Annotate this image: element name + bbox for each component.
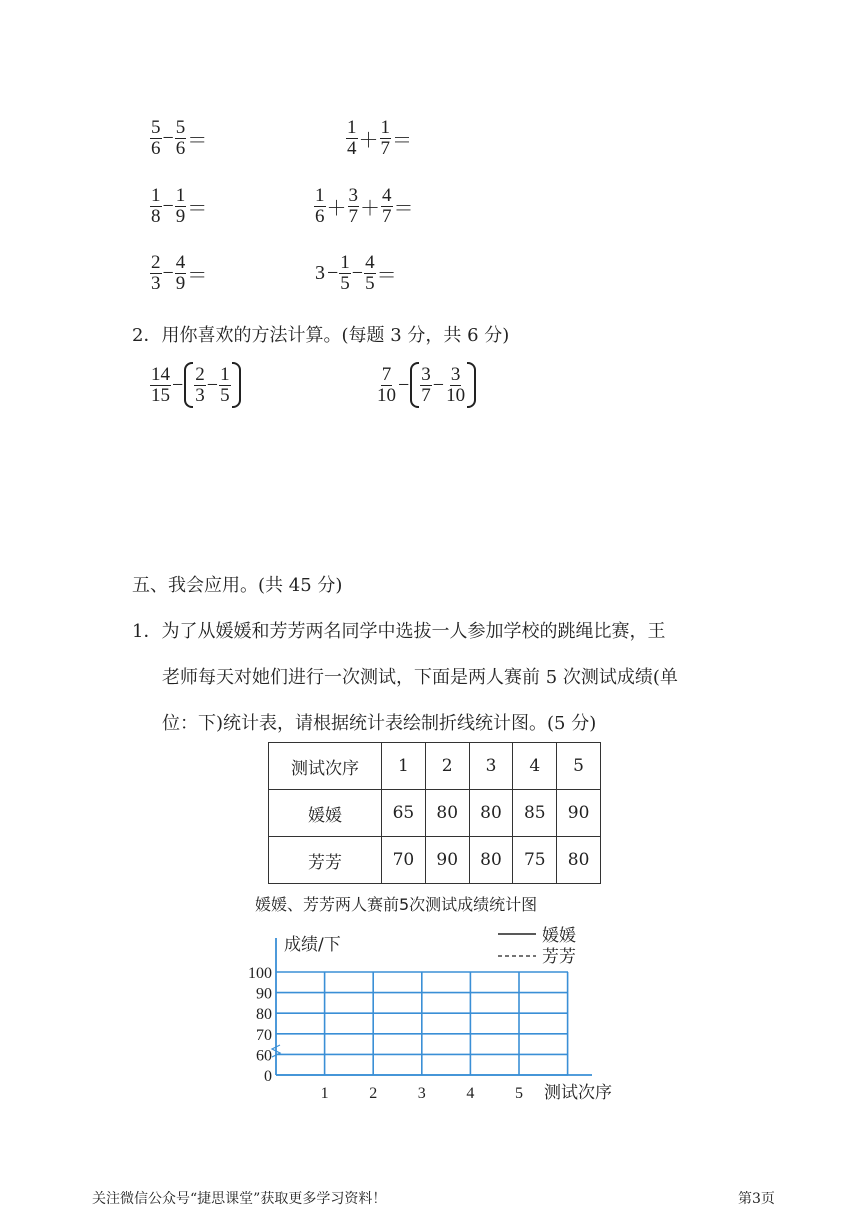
fraction	[175, 253, 187, 294]
denominator: 5	[340, 273, 350, 294]
footer-left: 关注微信公众号“捷思课堂”获取更多学习资料！	[92, 1191, 387, 1207]
legend-label: 芳芳	[542, 947, 576, 967]
fraction	[175, 118, 187, 159]
table-row	[269, 790, 601, 837]
table-cell: 75	[513, 837, 557, 884]
section2-expr-1	[150, 362, 241, 408]
denominator: 7	[382, 206, 392, 227]
left-paren	[184, 362, 193, 408]
table-cell: 65	[382, 790, 426, 837]
y-tick-label: 70	[256, 1026, 272, 1044]
fraction	[339, 253, 351, 294]
table-cell: 媛媛	[269, 790, 382, 837]
operator: ＝	[393, 198, 414, 220]
legend-label: 媛媛	[542, 926, 576, 946]
numerator: 1	[340, 252, 350, 273]
y-axis-label: 成绩/下	[284, 935, 341, 955]
table-header-row	[269, 743, 601, 790]
numerator: 2	[151, 252, 161, 273]
y-tick-label: 0	[264, 1068, 272, 1085]
table-cell: 3	[469, 743, 513, 790]
operator: ＝	[187, 265, 208, 287]
y-tick-label: 100	[248, 965, 272, 982]
minus-sign: −	[172, 373, 184, 396]
table-cell: 85	[513, 790, 557, 837]
denominator: 6	[151, 138, 161, 159]
table-cell: 芳芳	[269, 837, 382, 884]
denominator: 4	[347, 138, 357, 159]
table-cell: 4	[513, 743, 557, 790]
x-axis-label: 测试次序	[544, 1083, 612, 1103]
numerator: 3	[348, 185, 358, 206]
denominator: 3	[151, 273, 161, 294]
denominator: 7	[380, 138, 390, 159]
operator: ＝	[187, 130, 208, 152]
numerator: 1	[151, 185, 161, 206]
operator: −	[162, 262, 174, 284]
numerator: 1	[175, 185, 186, 206]
fraction	[348, 186, 360, 227]
operator: ＋	[358, 130, 379, 152]
section2-heading: 2．用你喜欢的方法计算。(每题 3 分，共 6 分)	[132, 325, 510, 346]
y-tick-label: 90	[256, 985, 272, 1003]
table-cell: 80	[557, 837, 601, 884]
denominator: 9	[175, 206, 186, 227]
denominator: 7	[348, 206, 358, 227]
y-tick-label: 60	[256, 1047, 272, 1065]
denominator: 9	[175, 273, 186, 294]
fraction	[380, 118, 392, 159]
fraction: $\frac{2}{3}$	[195, 363, 205, 406]
numerator: 4	[175, 252, 186, 273]
numerator: 4	[382, 185, 392, 206]
numerator: 5	[175, 117, 186, 138]
minus-sign: −	[432, 373, 445, 396]
calc-expression-1-right	[346, 118, 413, 159]
table-cell: 90	[425, 837, 469, 884]
denominator: 6	[315, 206, 325, 227]
section5-heading: 五、我会应用。(共 45 分)	[132, 575, 343, 596]
operator: ＋	[360, 198, 380, 220]
table-cell: 70	[382, 837, 426, 884]
fraction	[364, 253, 376, 294]
calc-expression-3-right	[314, 253, 398, 294]
calc-expression-3-left	[150, 253, 208, 294]
denominator: 6	[175, 138, 186, 159]
table-row	[269, 837, 601, 884]
operator: −	[162, 127, 174, 149]
operator: −	[327, 262, 339, 284]
numerator: 1	[347, 117, 357, 138]
page-number: 第3页	[738, 1191, 775, 1207]
numerator: 5	[151, 117, 161, 138]
right-paren	[232, 362, 241, 408]
table-cell: 80	[469, 837, 513, 884]
section2-expr-2	[376, 362, 476, 408]
operator: ＝	[187, 198, 208, 220]
table-cell: 测试次序	[269, 743, 382, 790]
fraction: $\frac{14}{15}$	[151, 363, 170, 406]
operator: ＝	[376, 265, 397, 287]
table-cell: 90	[557, 790, 601, 837]
calc-expression-1-left	[150, 118, 208, 159]
denominator: 5	[365, 273, 375, 294]
table-cell: 1	[382, 743, 426, 790]
operator: 3	[315, 262, 325, 284]
fraction	[150, 253, 162, 294]
fraction: $\frac{3}{10}$	[446, 363, 466, 406]
table-cell: 2	[425, 743, 469, 790]
question-1-line-2: 老师每天对她们进行一次测试，下面是两人赛前 5 次测试成绩(单	[162, 667, 678, 688]
chart-title: 媛媛、芳芳两人赛前5次测试成绩统计图	[255, 895, 538, 914]
table-cell: 80	[425, 790, 469, 837]
line-chart	[230, 920, 650, 1110]
x-tick-label: 1	[320, 1085, 329, 1102]
calc-expression-2-right	[314, 186, 415, 227]
fraction	[314, 186, 326, 227]
minus-sign: −	[206, 373, 219, 396]
x-tick-label: 5	[515, 1085, 523, 1102]
y-tick-label: 80	[256, 1006, 272, 1024]
table-cell: 80	[469, 790, 513, 837]
fraction	[150, 186, 162, 227]
operator: ＝	[392, 130, 412, 152]
right-paren	[467, 362, 476, 408]
question-1-line-1: 1．为了从媛媛和芳芳两名同学中选拔一人参加学校的跳绳比赛，王	[132, 621, 666, 642]
fraction	[175, 186, 187, 227]
operator: −	[162, 195, 174, 217]
minus-sign: −	[398, 373, 410, 396]
operator: ＋	[326, 198, 347, 220]
question-1-line-3: 位：下)统计表，请根据统计表绘制折线统计图。(5 分)	[162, 713, 597, 734]
fraction: $\frac{7}{10}$	[377, 363, 396, 406]
numerator: 1	[315, 185, 325, 206]
fraction	[346, 118, 358, 159]
fraction	[381, 186, 393, 227]
calc-expression-2-left	[150, 186, 208, 227]
numerator: 4	[365, 252, 375, 273]
x-tick-label: 3	[417, 1085, 426, 1102]
x-tick-label: 2	[369, 1085, 378, 1102]
table-cell: 5	[557, 743, 601, 790]
fraction	[150, 118, 162, 159]
x-tick-label: 4	[466, 1085, 475, 1102]
score-table	[268, 742, 601, 884]
fraction: $\frac{3}{7}$	[421, 363, 431, 406]
denominator: 8	[151, 206, 161, 227]
numerator: 1	[380, 117, 390, 138]
fraction: $\frac{1}{5}$	[220, 363, 230, 406]
operator: −	[351, 262, 364, 284]
left-paren	[410, 362, 419, 408]
